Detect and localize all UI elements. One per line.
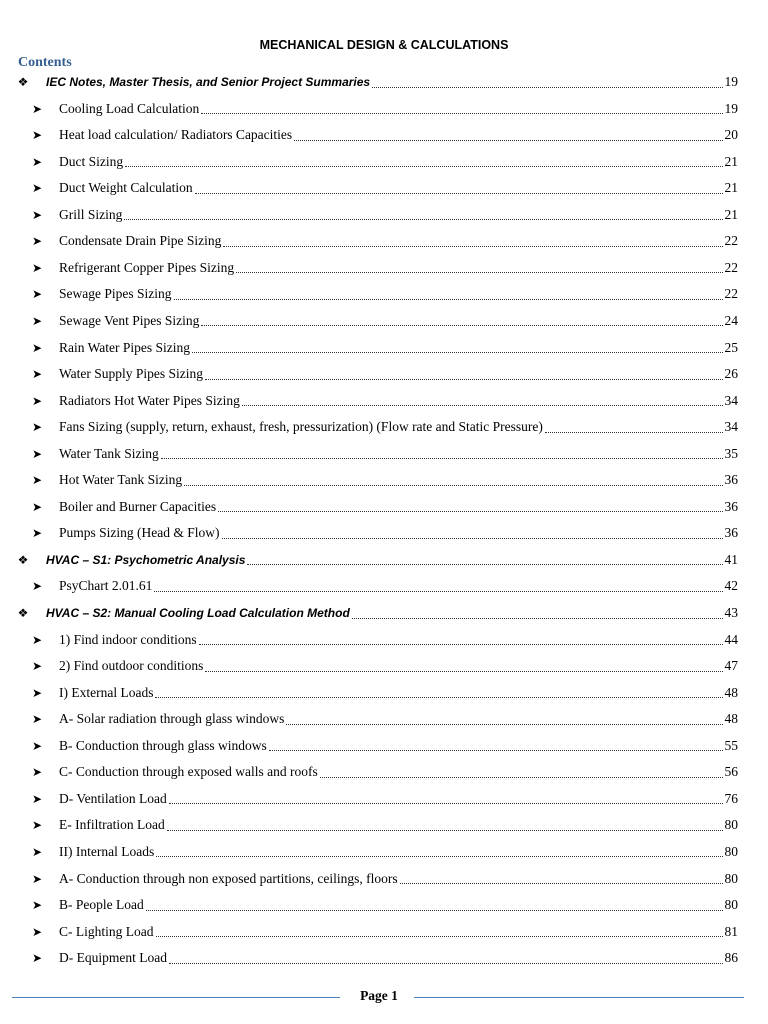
toc-entry[interactable]: [0, 203, 768, 227]
dot-leader: [192, 351, 722, 353]
toc-entry-page: 22: [724, 233, 738, 249]
footer-page-number: Page 1: [360, 988, 398, 1003]
toc-entry-line: [59, 256, 738, 280]
toc-entry[interactable]: [0, 893, 768, 917]
toc-entry[interactable]: [0, 309, 768, 333]
toc-entry-line: [59, 150, 738, 174]
toc-entry[interactable]: [0, 920, 768, 944]
dot-leader: [199, 643, 723, 645]
toc-entry[interactable]: [0, 707, 768, 731]
toc-entry-page: 48: [724, 711, 738, 727]
toc-entry-line: [59, 229, 738, 253]
toc-entry[interactable]: [0, 681, 768, 705]
arrowhead-bullet-icon: ➤: [31, 128, 43, 143]
toc-entry-line: [59, 336, 738, 360]
toc-entry-label: Sewage Vent Pipes Sizing: [59, 312, 200, 328]
dot-leader: [169, 962, 723, 964]
toc-entry[interactable]: [0, 601, 768, 625]
toc-entry-label: A- Solar radiation through glass windows: [59, 711, 285, 727]
contents-heading: Contents: [18, 55, 72, 70]
toc-entry-page: 19: [724, 74, 738, 89]
toc-entry-page: 21: [724, 206, 738, 222]
toc-entry-label: D- Equipment Load: [59, 950, 167, 966]
toc-entry-label: B- Conduction through glass windows: [59, 737, 267, 753]
arrowhead-bullet-icon: ➤: [31, 260, 43, 275]
diamond-bullet-icon: ❖: [17, 606, 29, 620]
arrowhead-bullet-icon: ➤: [31, 738, 43, 753]
toc-entry-line: [59, 734, 738, 758]
toc-entry[interactable]: [0, 70, 768, 94]
toc-entry-line: [59, 123, 738, 147]
dot-leader: [156, 855, 722, 857]
arrowhead-bullet-icon: ➤: [31, 313, 43, 328]
arrowhead-bullet-icon: ➤: [31, 154, 43, 169]
dot-leader: [320, 776, 723, 778]
toc-entry-label: Hot Water Tank Sizing: [59, 472, 183, 488]
toc-entry-line: [59, 97, 738, 121]
toc-entry-page: 26: [724, 366, 738, 382]
toc-entry-label: Water Tank Sizing: [59, 445, 159, 461]
toc-entry-page: 19: [724, 100, 738, 116]
toc-entry-line: [59, 282, 738, 306]
dot-leader: [236, 271, 722, 273]
toc-entry[interactable]: [0, 813, 768, 837]
arrowhead-bullet-icon: ➤: [31, 818, 43, 833]
dot-leader: [372, 86, 722, 88]
arrowhead-bullet-icon: ➤: [31, 420, 43, 435]
toc-entry[interactable]: [0, 362, 768, 386]
toc-entry-label: Rain Water Pipes Sizing: [59, 339, 191, 355]
toc-entry-label: Heat load calculation/ Radiators Capacities: [59, 127, 293, 143]
toc-entry-line: [59, 813, 738, 837]
arrowhead-bullet-icon: ➤: [31, 871, 43, 886]
toc-entry-label: Fans Sizing (supply, return, exhaust, fresh, pressurization) (Flow rate and Static Pressure): [59, 419, 543, 435]
footer-rule-left: [12, 997, 340, 998]
arrowhead-bullet-icon: ➤: [31, 499, 43, 514]
toc-entry-line: [59, 415, 738, 439]
toc-entry-page: 21: [724, 180, 738, 196]
arrowhead-bullet-icon: ➤: [31, 844, 43, 859]
toc-entry-label: C- Conduction through exposed walls and roofs: [59, 764, 318, 780]
toc-entry-line: [59, 920, 738, 944]
dot-leader: [155, 696, 722, 698]
toc-entry-page: 21: [724, 153, 738, 169]
toc-entry[interactable]: [0, 946, 768, 970]
toc-entry-page: 20: [724, 127, 738, 143]
toc-entry-page: 34: [724, 419, 738, 435]
toc-entry[interactable]: [0, 734, 768, 758]
toc-entry-page: 80: [724, 817, 738, 833]
toc-entry[interactable]: [0, 415, 768, 439]
dot-leader: [294, 139, 722, 141]
toc-entry[interactable]: [0, 760, 768, 784]
toc-entry-page: 43: [724, 605, 738, 620]
toc-entry[interactable]: [0, 282, 768, 306]
toc-entry-line: [59, 654, 738, 678]
toc-entry-page: 36: [724, 498, 738, 514]
toc-entry-label: A- Conduction through non exposed partitions, ceilings, floors: [59, 870, 398, 886]
toc-entry-line: [59, 309, 738, 333]
dot-leader: [169, 802, 723, 804]
dot-leader: [201, 324, 722, 326]
toc-entry-label: II) Internal Loads: [59, 843, 155, 859]
toc-entry-page: 80: [724, 897, 738, 913]
toc-entry-label: Grill Sizing: [59, 206, 123, 222]
toc-entry-page: 86: [724, 950, 738, 966]
toc-entry-line: [59, 468, 738, 492]
toc-entry-page: 55: [724, 737, 738, 753]
toc-entry-line: [59, 389, 738, 413]
toc-entry-line: [59, 442, 738, 466]
toc-entry-line: [46, 548, 738, 572]
arrowhead-bullet-icon: ➤: [31, 393, 43, 408]
toc-entry[interactable]: [0, 176, 768, 200]
toc-entry-line: [59, 760, 738, 784]
toc-entry-line: [59, 840, 738, 864]
dot-leader: [223, 245, 722, 247]
dot-leader: [161, 457, 723, 459]
dot-leader: [218, 510, 722, 512]
arrowhead-bullet-icon: ➤: [31, 526, 43, 541]
arrowhead-bullet-icon: ➤: [31, 951, 43, 966]
toc-entry-page: 80: [724, 843, 738, 859]
toc-entry-label: Water Supply Pipes Sizing: [59, 366, 204, 382]
toc-entry-label: Radiators Hot Water Pipes Sizing: [59, 392, 240, 408]
toc-entry[interactable]: [0, 150, 768, 174]
toc-entry-label: 2) Find outdoor conditions: [59, 658, 204, 674]
dot-leader: [269, 749, 723, 751]
toc-entry[interactable]: [0, 336, 768, 360]
toc-entry-page: 44: [724, 631, 738, 647]
arrowhead-bullet-icon: ➤: [31, 287, 43, 302]
arrowhead-bullet-icon: ➤: [31, 207, 43, 222]
toc-entry-page: 42: [724, 578, 738, 594]
arrowhead-bullet-icon: ➤: [31, 340, 43, 355]
toc-entry-page: 36: [724, 472, 738, 488]
toc-entry-page: 22: [724, 259, 738, 275]
document-title: MECHANICAL DESIGN & CALCULATIONS: [259, 38, 509, 52]
toc-entry-page: 24: [724, 312, 738, 328]
toc-entry-line: [59, 495, 738, 519]
toc-entry-line: [59, 681, 738, 705]
toc-entry-label: B- People Load: [59, 897, 144, 913]
dot-leader: [545, 431, 723, 433]
toc-entry-label: 1) Find indoor conditions: [59, 631, 197, 647]
toc-entry-line: [59, 203, 738, 227]
toc-entry-page: 81: [724, 923, 738, 939]
diamond-bullet-icon: ❖: [17, 552, 29, 567]
toc-entry-line: [59, 707, 738, 731]
toc-entry[interactable]: [0, 389, 768, 413]
toc-entry[interactable]: [0, 654, 768, 678]
arrowhead-bullet-icon: ➤: [31, 898, 43, 913]
dot-leader: [205, 378, 722, 380]
toc-entry-page: 48: [724, 684, 738, 700]
toc-entry-page: 76: [724, 790, 738, 806]
dot-leader: [174, 298, 723, 300]
toc-entry-label: D- Ventilation Load: [59, 790, 167, 806]
toc-entry[interactable]: [0, 229, 768, 253]
dot-leader: [154, 590, 722, 592]
toc-entry-line: [46, 70, 738, 94]
toc-entry-line: [59, 628, 738, 652]
arrowhead-bullet-icon: ➤: [31, 234, 43, 249]
toc-entry-line: [59, 176, 738, 200]
toc-entry-line: [59, 867, 738, 891]
arrowhead-bullet-icon: ➤: [31, 579, 43, 594]
arrowhead-bullet-icon: ➤: [31, 659, 43, 674]
toc-entry[interactable]: [0, 256, 768, 280]
arrowhead-bullet-icon: ➤: [31, 367, 43, 382]
toc-entry-line: [59, 574, 738, 598]
toc-entry[interactable]: [0, 495, 768, 519]
toc-entry-label: Duct Weight Calculation: [59, 180, 193, 196]
toc-entry-page: 56: [724, 764, 738, 780]
toc-entry-line: [46, 601, 738, 625]
toc-entry-page: 36: [724, 525, 738, 541]
diamond-bullet-icon: ❖: [17, 75, 29, 89]
dot-leader: [146, 909, 723, 911]
dot-leader: [167, 829, 723, 831]
toc-entry-label: HVAC – S1: Psychometric Analysis: [46, 552, 246, 567]
arrowhead-bullet-icon: ➤: [31, 181, 43, 196]
toc-entry-label: C- Lighting Load: [59, 923, 154, 939]
arrowhead-bullet-icon: ➤: [31, 685, 43, 700]
toc-entry-line: [59, 787, 738, 811]
toc-entry-label: Sewage Pipes Sizing: [59, 286, 172, 302]
dot-leader: [242, 404, 723, 406]
toc-entry[interactable]: [0, 521, 768, 545]
toc-entry[interactable]: [0, 468, 768, 492]
toc-entry[interactable]: [0, 840, 768, 864]
toc-entry-label: I) External Loads: [59, 684, 154, 700]
arrowhead-bullet-icon: ➤: [31, 101, 43, 116]
arrowhead-bullet-icon: ➤: [31, 446, 43, 461]
toc-entry-page: 47: [724, 658, 738, 674]
toc-entry-line: [59, 521, 738, 545]
arrowhead-bullet-icon: ➤: [31, 765, 43, 780]
toc-entry-label: E- Infiltration Load: [59, 817, 165, 833]
toc-entry[interactable]: [0, 548, 768, 572]
toc-entry[interactable]: [0, 574, 768, 598]
toc-entry-page: 41: [724, 551, 738, 567]
toc-entry-label: Condensate Drain Pipe Sizing: [59, 233, 222, 249]
toc-entry-page: 22: [724, 286, 738, 302]
dot-leader: [184, 484, 722, 486]
toc-entry[interactable]: [0, 123, 768, 147]
toc-entry[interactable]: [0, 628, 768, 652]
dot-leader: [286, 723, 722, 725]
dot-leader: [352, 617, 723, 619]
arrowhead-bullet-icon: ➤: [31, 924, 43, 939]
toc-entry[interactable]: [0, 867, 768, 891]
toc-entry-label: Pumps Sizing (Head & Flow): [59, 525, 220, 541]
footer-rule-right: [414, 997, 744, 998]
arrowhead-bullet-icon: ➤: [31, 473, 43, 488]
toc-entry-label: HVAC – S2: Manual Cooling Load Calculation Method: [46, 606, 350, 620]
dot-leader: [125, 165, 722, 167]
dot-leader: [247, 563, 722, 565]
dot-leader: [222, 537, 723, 539]
toc-entry[interactable]: [0, 442, 768, 466]
dot-leader: [195, 192, 723, 194]
toc-entry[interactable]: [0, 787, 768, 811]
toc-entry-page: 80: [724, 870, 738, 886]
toc-entry-page: 34: [724, 392, 738, 408]
arrowhead-bullet-icon: ➤: [31, 712, 43, 727]
toc-entry-line: [59, 893, 738, 917]
toc-entry-label: IEC Notes, Master Thesis, and Senior Project Summaries: [46, 75, 371, 89]
toc-entry[interactable]: [0, 97, 768, 121]
dot-leader: [156, 935, 723, 937]
dot-leader: [205, 670, 722, 672]
dot-leader: [201, 112, 722, 114]
arrowhead-bullet-icon: ➤: [31, 632, 43, 647]
toc-entry-page: 35: [724, 445, 738, 461]
dot-leader: [400, 882, 723, 884]
dot-leader: [124, 218, 722, 220]
toc-entry-page: 25: [724, 339, 738, 355]
toc-entry-label: Boiler and Burner Capacities: [59, 498, 217, 514]
toc-entry-label: Cooling Load Calculation: [59, 100, 200, 116]
toc-entry-label: Duct Sizing: [59, 153, 124, 169]
toc-entry-label: PsyChart 2.01.61: [59, 578, 153, 594]
toc-entry-line: [59, 946, 738, 970]
arrowhead-bullet-icon: ➤: [31, 791, 43, 806]
toc-entry-line: [59, 362, 738, 386]
toc-entry-label: Refrigerant Copper Pipes Sizing: [59, 259, 235, 275]
